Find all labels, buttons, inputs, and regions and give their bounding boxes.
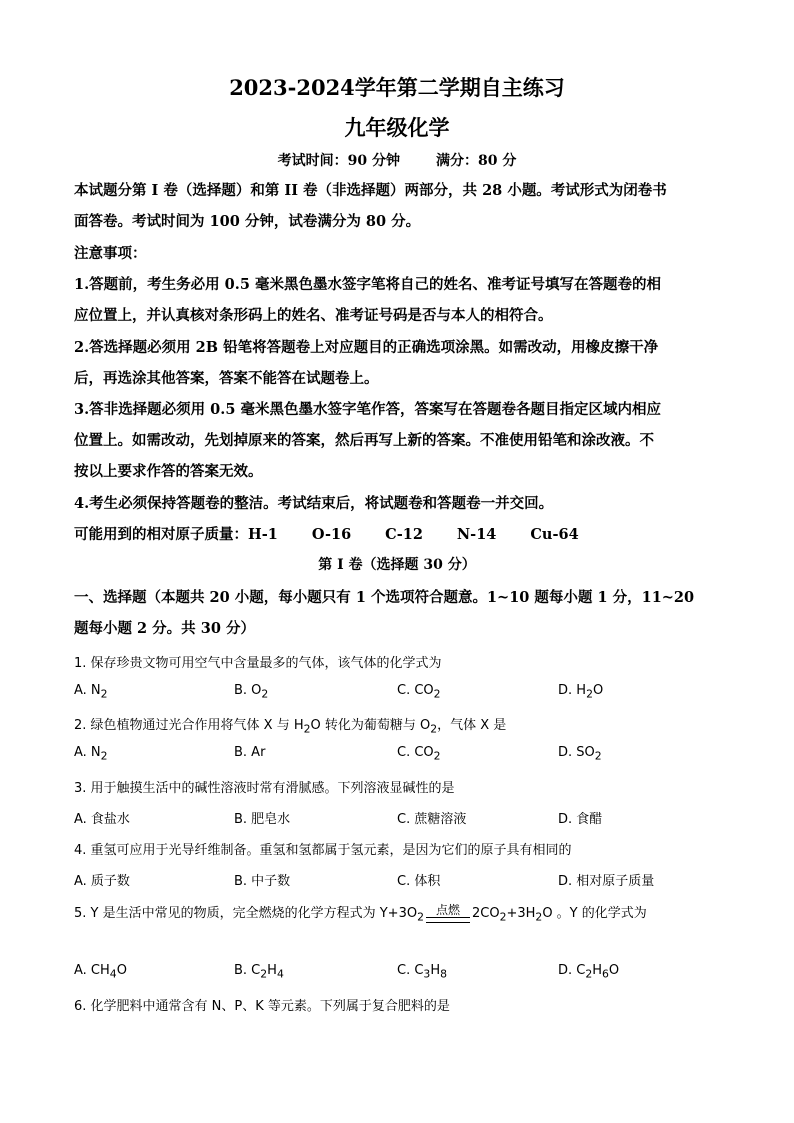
q5-option-a: A. $CH_4O$ — [74, 963, 127, 981]
q4-option-b: B. 中子数 — [234, 874, 291, 889]
question-6: 6. 化学肥料中通常含有 N、P、K 等元素。下列属于复合肥料的是 — [74, 999, 450, 1014]
mass-h: H-1 — [248, 526, 278, 543]
q5-text-b: 2CO — [471, 906, 500, 921]
q3-option-d: D. 食醋 — [558, 812, 603, 827]
q2-option-c: C. $CO_2$ — [397, 745, 441, 763]
notice-title: 注意事项： — [74, 245, 147, 262]
q5-option-b: B. $C_2H_4$ — [234, 963, 284, 981]
question-2: 2. 绿色植物通过光合作用将气体 X 与 $H_2O$ 转化为葡萄糖与 $O_2$，气体 X 是 — [74, 718, 507, 736]
question-2-options — [74, 745, 734, 765]
notice-2-line-1: 2.答选择题必须用 2B 铅笔将答题卷上对应题目的正确选项涂黑。如需改动，用橡皮擦干净 — [74, 339, 659, 356]
notice-1-line-2: 应位置上，并认真核对条形码上的姓名、准考证号码是否与本人的相符合。 — [74, 307, 553, 324]
notice-2-line-2: 后，再选涂其他答案，答案不能答在试题卷上。 — [74, 370, 379, 387]
mass-n: N-14 — [456, 526, 497, 543]
q4-option-d: D. 相对原子质量 — [558, 874, 655, 889]
exam-title: 2023-2024学年第二学期自主练习 — [229, 75, 565, 100]
part1-header-line-1: 一、选择题（本题共 20 小题，每小题只有 1 个选项符合题意。1~10 题每小题 1 分，11~20 — [74, 589, 695, 606]
notice-1-line-1: 1.答题前，考生务必用 0.5 毫米黑色墨水签字笔将自己的姓名、准考证号填写在答题卷的相 — [74, 276, 661, 293]
full-score: 满分：80 分 — [436, 153, 517, 169]
part1-header-line-2: 题每小题 2 分。共 30 分） — [74, 620, 255, 637]
notice-4: 4.考生必须保持答题卷的整洁。考试结束后，将试题卷和答题卷一并交回。 — [74, 495, 554, 512]
reaction-arrow — [426, 904, 470, 923]
q5-option-d: D. $C_2H_6O$ — [558, 963, 620, 981]
atomic-masses-label: 可能用到的相对原子质量： — [74, 526, 248, 543]
mass-c: C-12 — [385, 526, 423, 543]
q1-option-c: C. $CO_2$ — [397, 683, 441, 701]
q4-option-a: A. 质子数 — [74, 874, 130, 889]
q2-option-a: A. $N_2$ — [74, 745, 108, 763]
q5-text-c: +3H — [506, 906, 536, 921]
question-3-options — [74, 808, 734, 828]
exam-info — [0, 150, 794, 170]
exam-subject: 九年级化学 — [344, 115, 450, 140]
notice-3-line-3: 按以上要求作答的答案无效。 — [74, 463, 263, 480]
question-3: 3. 用于触摸生活中的碱性溶液时常有滑腻感。下列溶液显碱性的是 — [74, 781, 455, 796]
equals-sign-icon — [426, 917, 470, 923]
q1-option-d: D. $H_2O$ — [558, 683, 604, 701]
mass-o: O-16 — [311, 526, 352, 543]
question-5-options — [74, 963, 734, 983]
q1-option-a: A. $N_2$ — [74, 683, 108, 701]
atomic-masses — [74, 519, 724, 550]
intro-line-1: 本试题分第 I 卷（选择题）和第 II 卷（非选择题）两部分，共 28 小题。考试形式为闭卷书 — [74, 182, 667, 199]
question-4-options — [74, 870, 734, 890]
question-1-options — [74, 683, 734, 703]
question-4: 4. 重氢可应用于光导纤维制备。重氢和氢都属于氢元素，是因为它们的原子具有相同的 — [74, 843, 572, 858]
q3-option-b: B. 肥皂水 — [234, 812, 291, 827]
question-5: 5. Y 是生活中常见的物质，完全燃烧的化学方程式为 $Y+3O_2$ 点燃 $2CO_2+3H_2O$ 。Y 的化学式为 — [74, 903, 647, 924]
q2-option-b: B. Ar — [234, 745, 266, 760]
intro-line-2: 面答卷。考试时间为 100 分钟，试卷满分为 80 分。 — [74, 213, 421, 230]
q3-option-a: A. 食盐水 — [74, 812, 130, 827]
q2-option-d: D. $SO_2$ — [558, 745, 602, 763]
q2-text-a: 2. 绿色植物通过光合作用将气体 X 与 H — [74, 718, 304, 733]
notice-3-line-2: 位置上。如需改动，先划掉原来的答案，然后再写上新的答案。不准使用铅笔和涂改液。不 — [74, 432, 654, 449]
notice-3-line-1: 3.答非选择题必须用 0.5 毫米黑色墨水签字笔作答，答案写在答题卷各题目指定区域内相应 — [74, 401, 661, 418]
question-1: 1. 保存珍贵文物可用空气中含量最多的气体，该气体的化学式为 — [74, 656, 442, 671]
q5-option-c: C. $C_3H_8$ — [397, 963, 447, 981]
exam-time: 考试时间：90 分钟 — [277, 153, 400, 169]
q2-text-b: O 转化为葡萄糖与 O — [310, 718, 431, 733]
reaction-condition: 点燃 — [435, 903, 460, 917]
section-title: 第 I 卷（选择题 30 分） — [318, 557, 476, 573]
q3-option-c: C. 蔗糖溶液 — [397, 812, 467, 827]
q1-option-b: B. $O_2$ — [234, 683, 269, 701]
mass-cu: Cu-64 — [530, 526, 579, 543]
q5-text-a: 5. Y 是生活中常见的物质，完全燃烧的化学方程式为 Y+3O — [74, 906, 418, 921]
q4-option-c: C. 体积 — [397, 874, 441, 889]
q5-text-d: O 。Y 的化学式为 — [542, 906, 647, 921]
q2-text-c: ，气体 X 是 — [437, 718, 507, 733]
